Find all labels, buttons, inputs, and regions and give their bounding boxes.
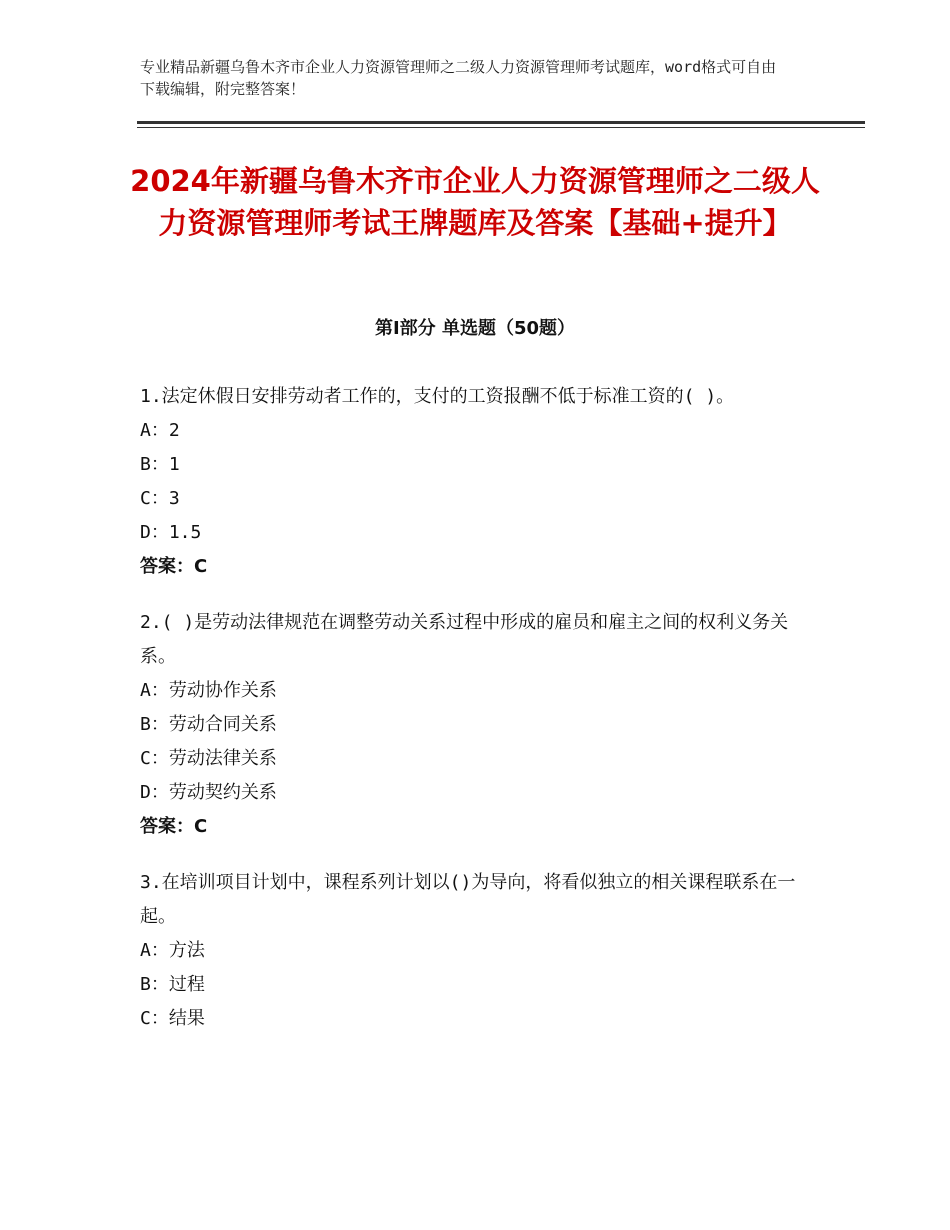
option-a: A：方法 [140, 940, 205, 961]
section-title: 第Ⅰ部分 单选题（50题） [374, 318, 575, 339]
header-rule-thick [137, 121, 865, 124]
question-stem: 2.( )是劳动法律规范在调整劳动关系过程中形成的雇员和雇主之间的权利义务关系。 [140, 612, 789, 667]
question-stem: 1.法定休假日安排劳动者工作的，支付的工资报酬不低于标准工资的( )。 [140, 386, 735, 407]
question-list [140, 380, 820, 1058]
answer: 答案：C [140, 816, 208, 837]
option-d: D：1.5 [140, 522, 202, 543]
option-a: A：2 [140, 420, 180, 441]
answer: 答案：C [140, 556, 208, 577]
option-a: A：劳动协作关系 [140, 680, 277, 701]
option-b: B：过程 [140, 974, 205, 995]
question-2 [140, 606, 820, 844]
option-c: C：3 [140, 488, 180, 509]
header-rule-thin [137, 127, 865, 128]
option-d: D：劳动契约关系 [140, 782, 277, 803]
question-3 [140, 866, 820, 1036]
header-note: 专业精品新疆乌鲁木齐市企业人力资源管理师之二级人力资源管理师考试题库，word格式可自由下载编辑，附完整答案！ [140, 58, 777, 98]
question-stem: 3.在培训项目计划中，课程系列计划以()为导向，将看似独立的相关课程联系在一起。 [140, 872, 796, 927]
option-c: C：结果 [140, 1008, 205, 1029]
option-b: B：1 [140, 454, 180, 475]
document-title: 2024年新疆乌鲁木齐市企业人力资源管理师之二级人力资源管理师考试王牌题库及答案【基础+提升】 [130, 164, 820, 240]
option-b: B：劳动合同关系 [140, 714, 277, 735]
option-c: C：劳动法律关系 [140, 748, 277, 769]
question-1 [140, 380, 820, 584]
